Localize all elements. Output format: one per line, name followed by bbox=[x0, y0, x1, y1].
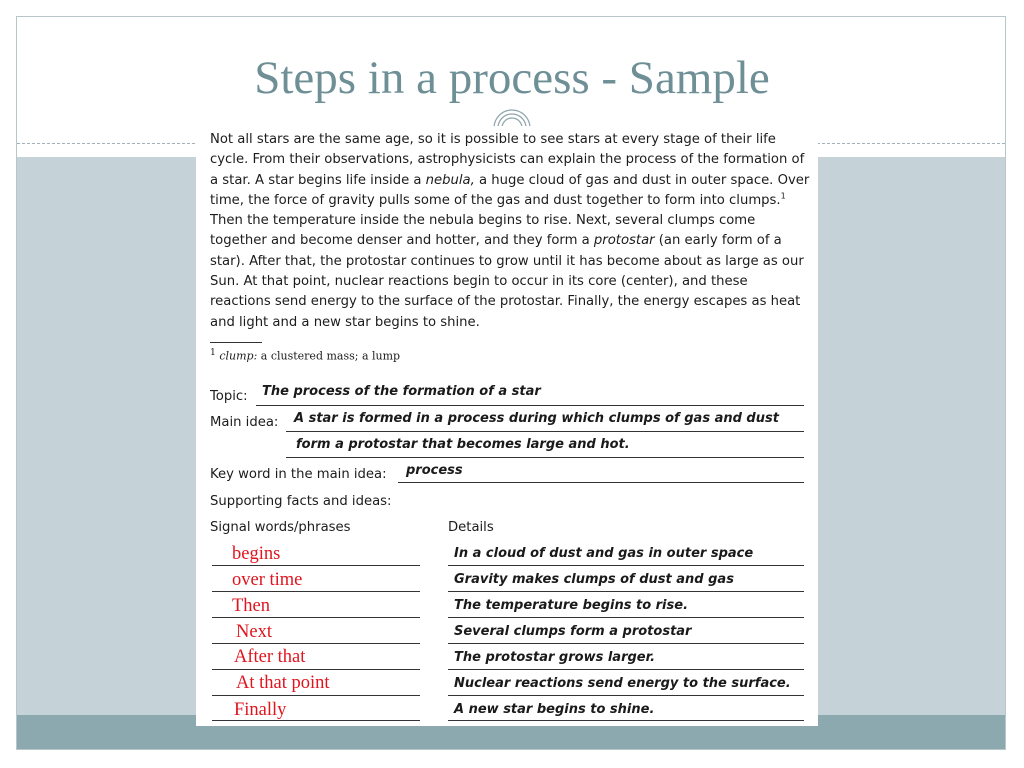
passage-text-1: Not all stars are the same age, so it is possible to see stars at every stage of their life cycle. From their observations, astrophysicists can explain the process of the formation of a star. A star begins life inside a bbox=[210, 132, 805, 188]
footnote-marker: 1 bbox=[780, 191, 786, 201]
passage-text-4: (an early form of a star). After that, the protostar continues to grow until it has become about as large as our Sun. At that point, nuclear reactions begin to occur in its core (center), and these reactions send energy to the surface of the protostar. Finally, the energy escapes as heat and light and a new star begins to shine. bbox=[210, 233, 804, 330]
worksheet-document bbox=[196, 126, 818, 726]
detail-text: In a cloud of dust and gas in outer space bbox=[454, 546, 754, 561]
footnote-text: a clustered mass; a lump bbox=[257, 349, 401, 363]
signal-word: After that bbox=[234, 647, 306, 667]
footnote-rule bbox=[210, 342, 262, 343]
signal-underline bbox=[212, 617, 420, 618]
detail-text: The protostar grows larger. bbox=[454, 650, 656, 665]
slide-title: Steps in a process - Sample bbox=[254, 52, 770, 104]
topic-label: Topic: bbox=[210, 389, 248, 404]
topic-underline bbox=[256, 405, 804, 406]
key-word-label: Key word in the main idea: bbox=[210, 467, 387, 482]
detail-text: Gravity makes clumps of dust and gas bbox=[454, 572, 734, 587]
signal-word: Finally bbox=[234, 700, 287, 720]
main-idea-label: Main idea: bbox=[210, 415, 279, 430]
detail-underline bbox=[448, 617, 804, 618]
detail-underline bbox=[448, 643, 804, 644]
topic-value: The process of the formation of a star bbox=[262, 384, 541, 399]
detail-text: The temperature begins to rise. bbox=[454, 598, 689, 613]
detail-underline bbox=[448, 669, 804, 670]
signal-word: Next bbox=[236, 622, 272, 642]
signal-underline bbox=[212, 720, 420, 721]
detail-text: A new star begins to shine. bbox=[454, 702, 655, 717]
footnote-number: 1 bbox=[210, 347, 216, 358]
detail-underline bbox=[448, 565, 804, 566]
main-idea-underline-2 bbox=[286, 457, 804, 458]
signal-words-header: Signal words/phrases bbox=[210, 520, 351, 535]
passage-text-2: a huge cloud of gas and dust in outer space. Over time, the force of gravity pulls some of the gas and dust together to form into clumps. bbox=[210, 172, 810, 208]
signal-underline bbox=[212, 695, 420, 696]
detail-underline bbox=[448, 720, 804, 721]
signal-word: begins bbox=[232, 544, 281, 564]
signal-word: Then bbox=[232, 596, 271, 616]
signal-underline bbox=[212, 565, 420, 566]
signal-underline bbox=[212, 591, 420, 592]
main-idea-underline-1 bbox=[286, 431, 804, 432]
signal-underline bbox=[212, 669, 420, 670]
key-word-underline bbox=[398, 482, 804, 483]
detail-text: Nuclear reactions send energy to the surface. bbox=[454, 676, 791, 691]
details-header: Details bbox=[448, 520, 494, 535]
signal-word: At that point bbox=[236, 673, 330, 693]
detail-text: Several clumps form a protostar bbox=[454, 624, 692, 639]
reading-passage bbox=[210, 130, 810, 333]
passage-term-protostar: protostar bbox=[593, 233, 655, 249]
main-idea-line-2: form a protostar that becomes large and hot. bbox=[296, 437, 630, 452]
signal-underline bbox=[212, 643, 420, 644]
detail-underline bbox=[448, 591, 804, 592]
signal-word: over time bbox=[232, 570, 303, 590]
key-word-value: process bbox=[406, 463, 463, 478]
passage-text-3: Then the temperature inside the nebula begins to rise. Next, several clumps come together and become denser and hotter, and they form a bbox=[210, 213, 756, 249]
detail-underline bbox=[448, 695, 804, 696]
footnote bbox=[210, 347, 400, 363]
supporting-label: Supporting facts and ideas: bbox=[210, 494, 392, 509]
passage-term-nebula: nebula, bbox=[425, 172, 475, 188]
footnote-term: clump: bbox=[219, 349, 258, 363]
main-idea-line-1: A star is formed in a process during which clumps of gas and dust bbox=[294, 411, 779, 426]
